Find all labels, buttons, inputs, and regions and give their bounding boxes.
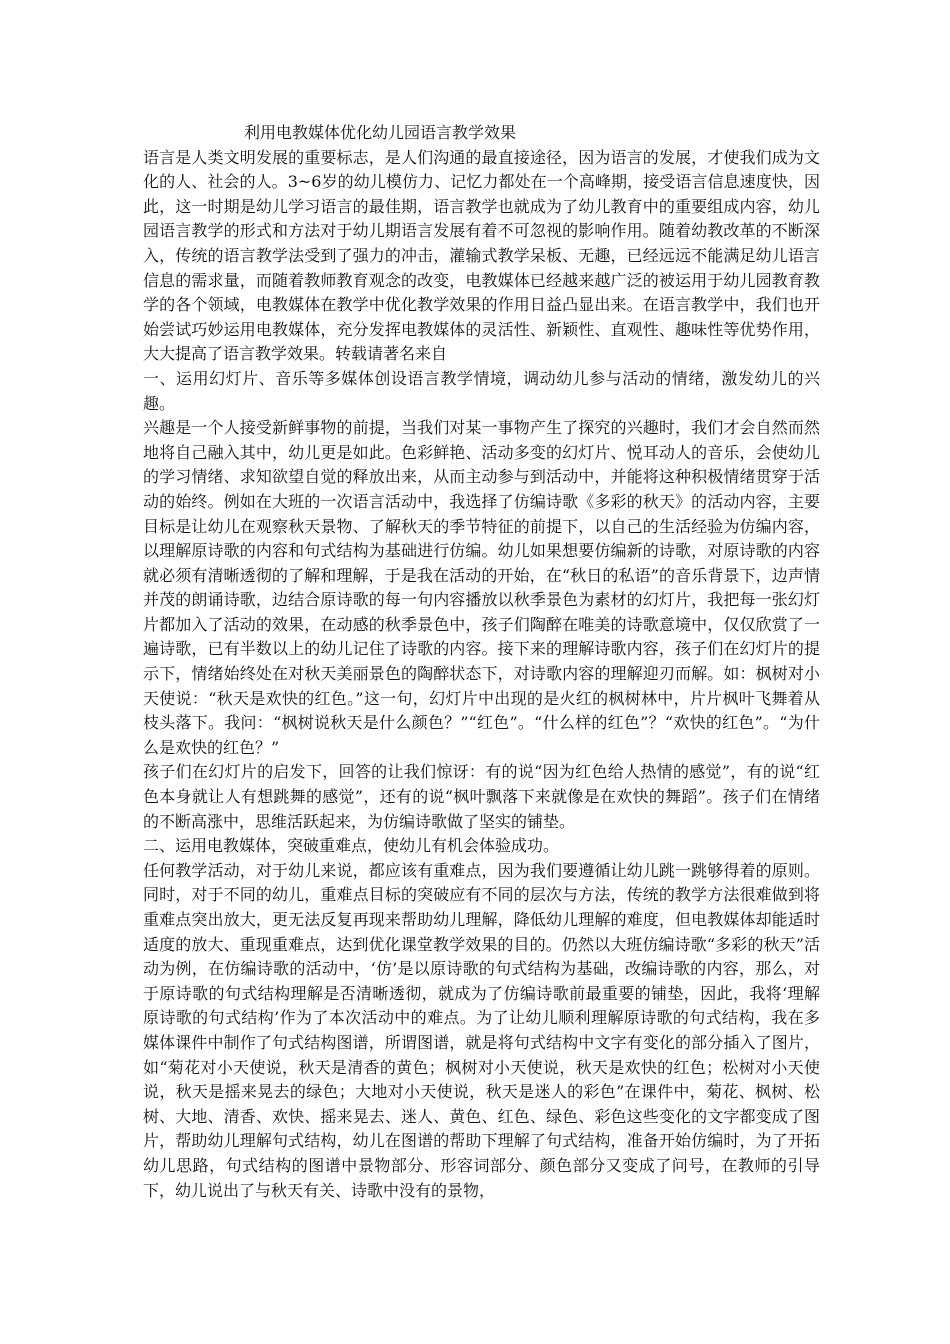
document-body	[143, 121, 820, 1203]
document-title: 利用电教媒体优化幼儿园语言教学效果	[244, 123, 517, 142]
paragraph-difficulties: 任何教学活动，对于幼儿来说，都应该有重难点，因为我们要遵循让幼儿跳一跳够得着的原则。同时，对于不同的幼儿，重难点目标的突破应有不同的层次与方法，传统的教学方法很难做到将重难点突出放大，更无法反复再现来帮助幼儿理解，降低幼儿理解的难度，但电教媒体却能适时适度的放大、重现重难点，达到优化课堂教学效果的目的。仍然以大班仿编诗歌“多彩的秋天”活动为例，在仿编诗歌的活动中，‘仿’是以原诗歌的句式结构为基础，改编诗歌的内容，那么，对于原诗歌的句式结构理解是否清晰透彻，就成为了仿编诗歌前最重要的铺垫，因此，我将‘理解原诗歌的句式结构’作为了本次活动中的难点。为了让幼儿顺利理解原诗歌的句式结构，我在多媒体课件中制作了句式结构图谱，所谓图谱，就是将句式结构中文字有变化的部分插入了图片，如“菊花对小天使说，秋天是清香的黄色；枫树对小天使说，秋天是欢快的红色；松树对小天使说，秋天是摇来晃去的绿色；大地对小天使说，秋天是迷人的彩色”在课件中，菊花、枫树、松树、大地、清香、欢快、摇来晃去、迷人、黄色、红色、绿色、彩色这些变化的文字都变成了图片，帮助幼儿理解句式结构，幼儿在图谱的帮助下理解了句式结构，准备开始仿编时，为了开拓幼儿思路，句式结构的图谱中景物部分、形容词部分、颜色部分又变成了问号，在教师的引导下，幼儿说出了与秋天有关、诗歌中没有的景物，	[143, 860, 820, 1200]
section-heading-one: 一、运用幻灯片、音乐等多媒体创设语言教学情境，调动幼儿参与活动的情绪，激发幼儿的兴趣。	[143, 368, 820, 413]
paragraph-intro: 语言是人类文明发展的重要标志，是人们沟通的最直接途径，因为语言的发展，才使我们成为文化的人、社会的人。3~6岁的幼儿模仿力、记忆力都处在一个高峰期，接受语言信息速度快，因此，这一时期是幼儿学习语言的最佳期，语言教学也就成为了幼儿教育中的重要组成内容，幼儿园语言教学的形式和方法对于幼儿期语言发展有着不可忽视的影响作用。随着幼教改革的不断深入，传统的语言教学法受到了强力的冲击，灌输式教学呆板、无趣，已经远远不能满足幼儿语言信息的需求量，而随着教师教育观念的改变，电教媒体已经越来越广泛的被运用于幼儿园教育教学的各个领域，电教媒体在教学中优化教学效果的作用日益凸显出来。在语言教学中，我们也开始尝试巧妙运用电教媒体，充分发挥电教媒体的灵活性、新颖性、直观性、趣味性等优势作用，大大提高了语言教学效果。转载请著名来自	[143, 147, 820, 364]
paragraph-children-answers: 孩子们在幻灯片的启发下，回答的让我们惊讶：有的说“因为红色给人热情的感觉”，有的说“红色本身就让人有想跳舞的感觉”，还有的说“枫叶飘落下来就像是在欢快的舞蹈”。孩子们在情绪的不断高涨中，思维活跃起来，为仿编诗歌做了坚实的铺垫。	[143, 762, 820, 831]
section-heading-two: 二、运用电教媒体，突破重难点，使幼儿有机会体验成功。	[143, 836, 560, 856]
paragraph-interest: 兴趣是一个人接受新鲜事物的前提，当我们对某一事物产生了探究的兴趣时，我们才会自然而然地将自己融入其中，幼儿更是如此。色彩鲜艳、活动多变的幻灯片、悦耳动人的音乐，会使幼儿的学习情绪、求知欲望自觉的释放出来，从而主动参与到活动中，并能将这种积极情绪贯穿于活动的始终。例如在大班的一次语言活动中，我选择了仿编诗歌《多彩的秋天》的活动内容，主要目标是让幼儿在观察秋天景物、了解秋天的季节特征的前提下，以自己的生活经验为仿编内容，以理解原诗歌的内容和句式结构为基础进行仿编。幼儿如果想要仿编新的诗歌，对原诗歌的内容就必须有清晰透彻的了解和理解，于是我在活动的开始，在“秋日的私语”的音乐背景下，边声情并茂的朗诵诗歌，边结合原诗歌的每一句内容播放以秋季景色为素材的幻灯片，我把每一张幻灯片都加入了活动的效果，在动感的秋季景色中，孩子们陶醉在唯美的诗歌意境中，仅仅欣赏了一遍诗歌，已有半数以上的幼儿记住了诗歌的内容。接下来的理解诗歌内容，孩子们在幻灯片的提示下，情绪始终处在对秋天美丽景色的陶醉状态下，对诗歌内容的理解迎刃而解。如：枫树对小天使说：“秋天是欢快的红色。”这一句，幻灯片中出现的是火红的枫树林中，片片枫叶飞舞着从枝头落下。我问：“枫树说秋天是什么颜色？”“红色”。“什么样的红色”？“欢快的红色”。“为什么是欢快的红色？”	[143, 418, 820, 757]
